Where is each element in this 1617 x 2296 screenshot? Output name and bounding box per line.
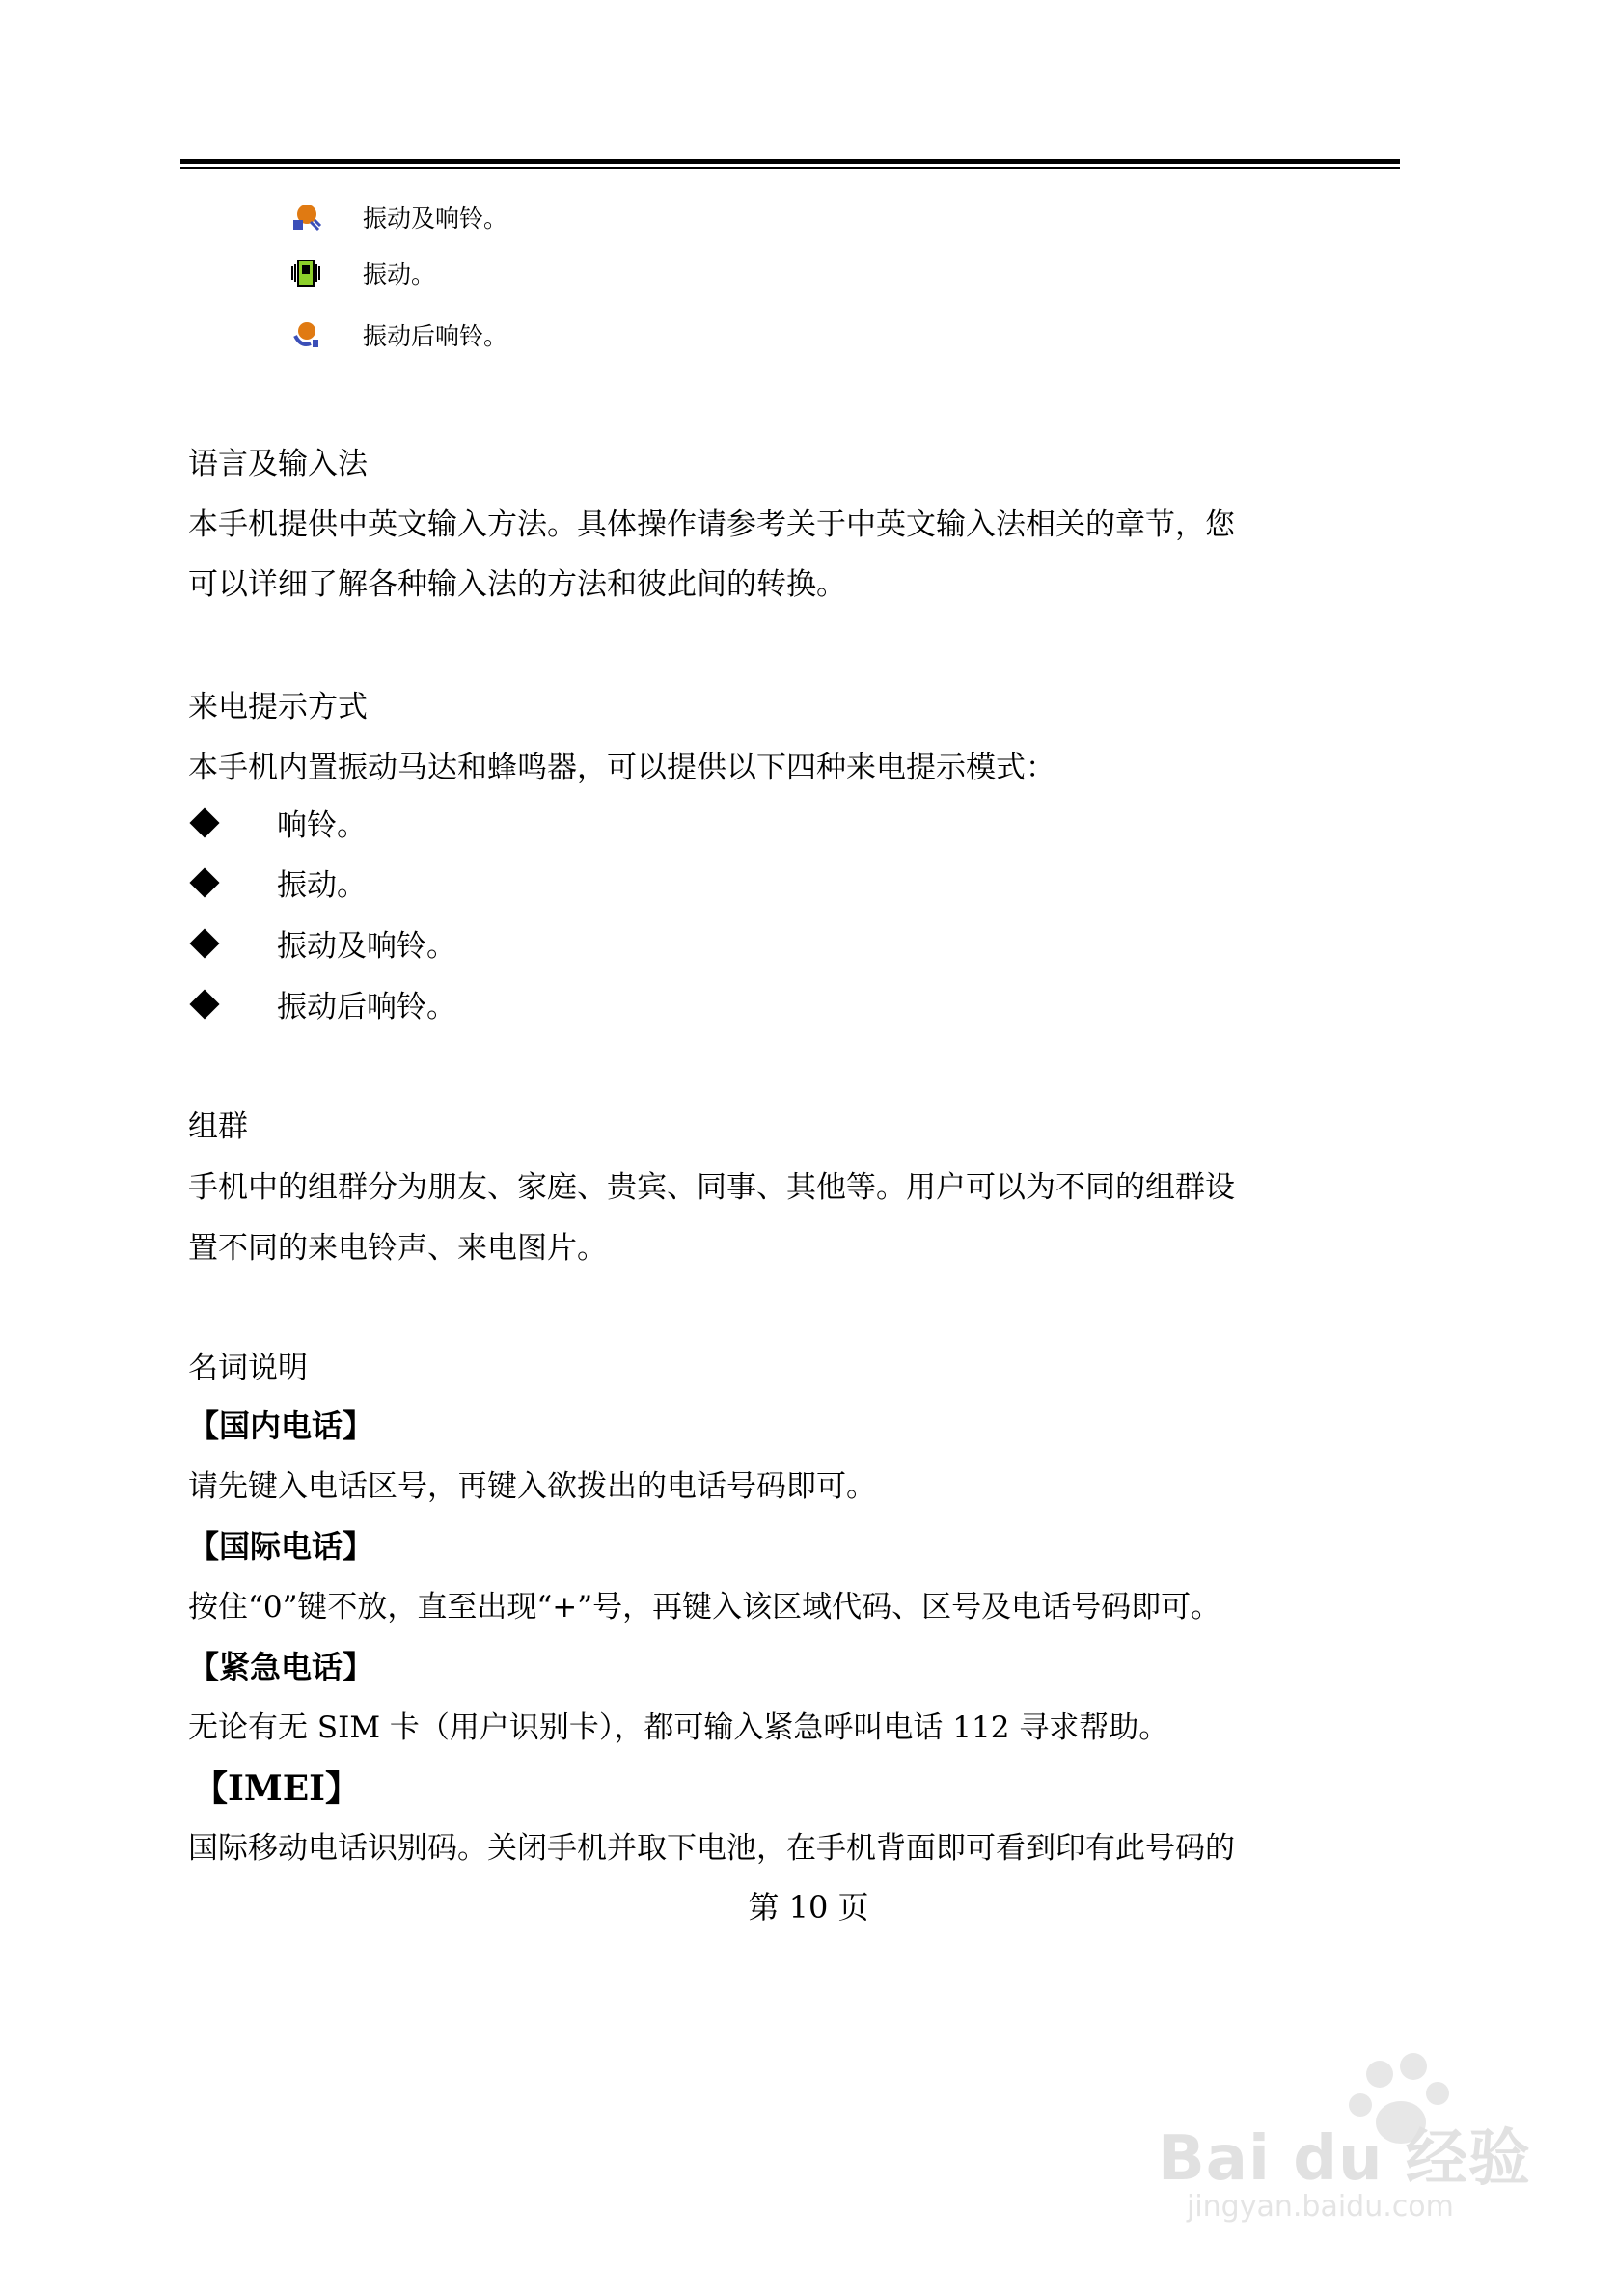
paragraph-line: 手机中的组群分为朋友、家庭、贵宾、同事、其他等。用户可以为不同的组群设 bbox=[188, 1170, 1235, 1205]
heading-group: 组群 bbox=[188, 1109, 248, 1144]
header-rule-thin bbox=[180, 167, 1400, 169]
icon-item-label: 振动。 bbox=[363, 260, 436, 288]
paragraph-line: 置不同的来电铃声、来电图片。 bbox=[188, 1231, 607, 1266]
term-tag-emergency: 【紧急电话】 bbox=[188, 1649, 374, 1685]
icon-item-vibrate bbox=[289, 254, 435, 292]
watermark-text: Bai du 经验 bbox=[1158, 2123, 1531, 2195]
baidu-jingyan-watermark bbox=[1148, 2045, 1553, 2238]
header-rule-thick bbox=[180, 159, 1400, 164]
paragraph-line: 本手机提供中英文输入方法。具体操作请参考关于中英文输入法相关的章节，您 bbox=[188, 507, 1235, 542]
page-number: 第 10 页 bbox=[748, 1889, 869, 1926]
heading-terms: 名词说明 bbox=[188, 1351, 308, 1385]
vibrate-and-ring-icon bbox=[289, 201, 322, 233]
list-item: 响铃。 bbox=[188, 801, 367, 844]
watermark-url: jingyan.baidu.com bbox=[1187, 2190, 1454, 2224]
vibrate-then-ring-icon bbox=[289, 318, 322, 351]
icon-item-vibrate-then-ring bbox=[289, 315, 507, 354]
heading-language: 语言及输入法 bbox=[188, 447, 368, 481]
term-tag-international: 【国际电话】 bbox=[188, 1528, 374, 1565]
heading-alert-mode: 来电提示方式 bbox=[188, 690, 368, 724]
icon-item-label: 振动后响铃。 bbox=[363, 322, 508, 350]
diamond-bullet-icon bbox=[189, 867, 219, 897]
list-item: 振动。 bbox=[188, 861, 367, 904]
diamond-bullet-icon bbox=[189, 928, 219, 958]
icon-item-vibrate-and-ring bbox=[289, 198, 507, 236]
term-tag-imei: 【IMEI】 bbox=[193, 1768, 360, 1809]
diamond-bullet-icon bbox=[189, 989, 219, 1019]
list-item: 振动后响铃。 bbox=[188, 982, 456, 1025]
paragraph-line: 可以详细了解各种输入法的方法和彼此间的转换。 bbox=[188, 567, 846, 602]
paragraph-line: 本手机内置振动马达和蜂鸣器，可以提供以下四种来电提示模式： bbox=[188, 751, 1055, 785]
diamond-bullet-icon bbox=[189, 807, 219, 837]
list-item: 振动及响铃。 bbox=[188, 921, 456, 965]
vibrate-icon bbox=[289, 257, 322, 289]
icon-item-label: 振动及响铃。 bbox=[363, 205, 508, 232]
term-tag-domestic: 【国内电话】 bbox=[188, 1408, 374, 1444]
term-text-domestic: 请先键入电话区号，再键入欲拨出的电话号码即可。 bbox=[188, 1469, 876, 1504]
term-text-international: 按住“0”键不放，直至出现“+”号，再键入该区域代码、区号及电话号码即可。 bbox=[188, 1590, 1221, 1625]
term-text-emergency: 无论有无 SIM 卡（用户识别卡），都可输入紧急呼叫电话 112 寻求帮助。 bbox=[188, 1710, 1169, 1745]
term-text-imei: 国际移动电话识别码。关闭手机并取下电池，在手机背面即可看到印有此号码的 bbox=[188, 1831, 1235, 1866]
